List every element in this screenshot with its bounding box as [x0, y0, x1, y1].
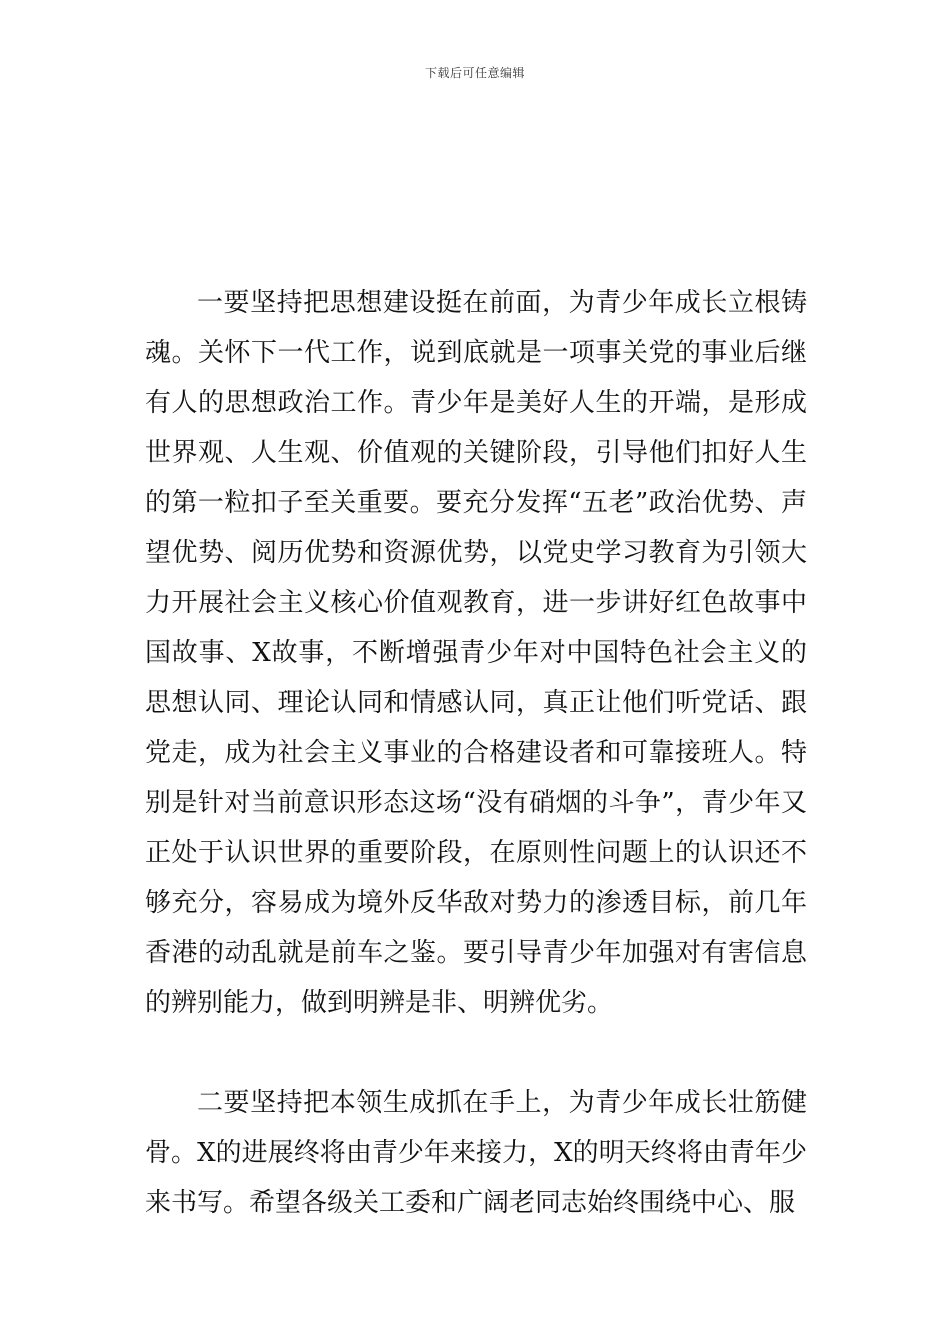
- paragraph-2: 二要坚持把本领生成抓在手上，为青少年成长壮筋健骨。X的进展终将由青少年来接力，X的明天终将由青年少来书写。希望各级关工委和广阔老同志始终围绕中心、服: [145, 1088, 807, 1218]
- header-note: 下载后可任意编辑: [424, 66, 525, 80]
- document-body: [145, 278, 807, 1228]
- paragraph-1: 一要坚持把思想建设挺在前面，为青少年成长立根铸魂。关怀下一代工作，说到底就是一项事关党的事业后继有人的思想政治工作。青少年是美好人生的开端，是形成世界观、人生观、价值观的关键阶段，引导他们扣好人生的第一粒扣子至关重要。要充分发挥“五老”政治优势、声望优势、阅历优势和资源优势，以党史学习教育为引领大力开展社会主义核心价值观教育，进一步讲好红色故事中国故事、X故事，不断增强青少年对中国特色社会主义的思想认同、理论认同和情感认同，真正让他们听党话、跟党走，成为社会主义事业的合格建设者和可靠接班人。特别是针对当前意识形态这场“没有硝烟的斗争”，青少年又正处于认识世界的重要阶段，在原则性问题上的认识还不够充分，容易成为境外反华敌对势力的渗透目标，前几年香港的动乱就是前车之鉴。要引导青少年加强对有害信息的辨别能力，做到明辨是非、明辨优劣。: [145, 288, 807, 1018]
